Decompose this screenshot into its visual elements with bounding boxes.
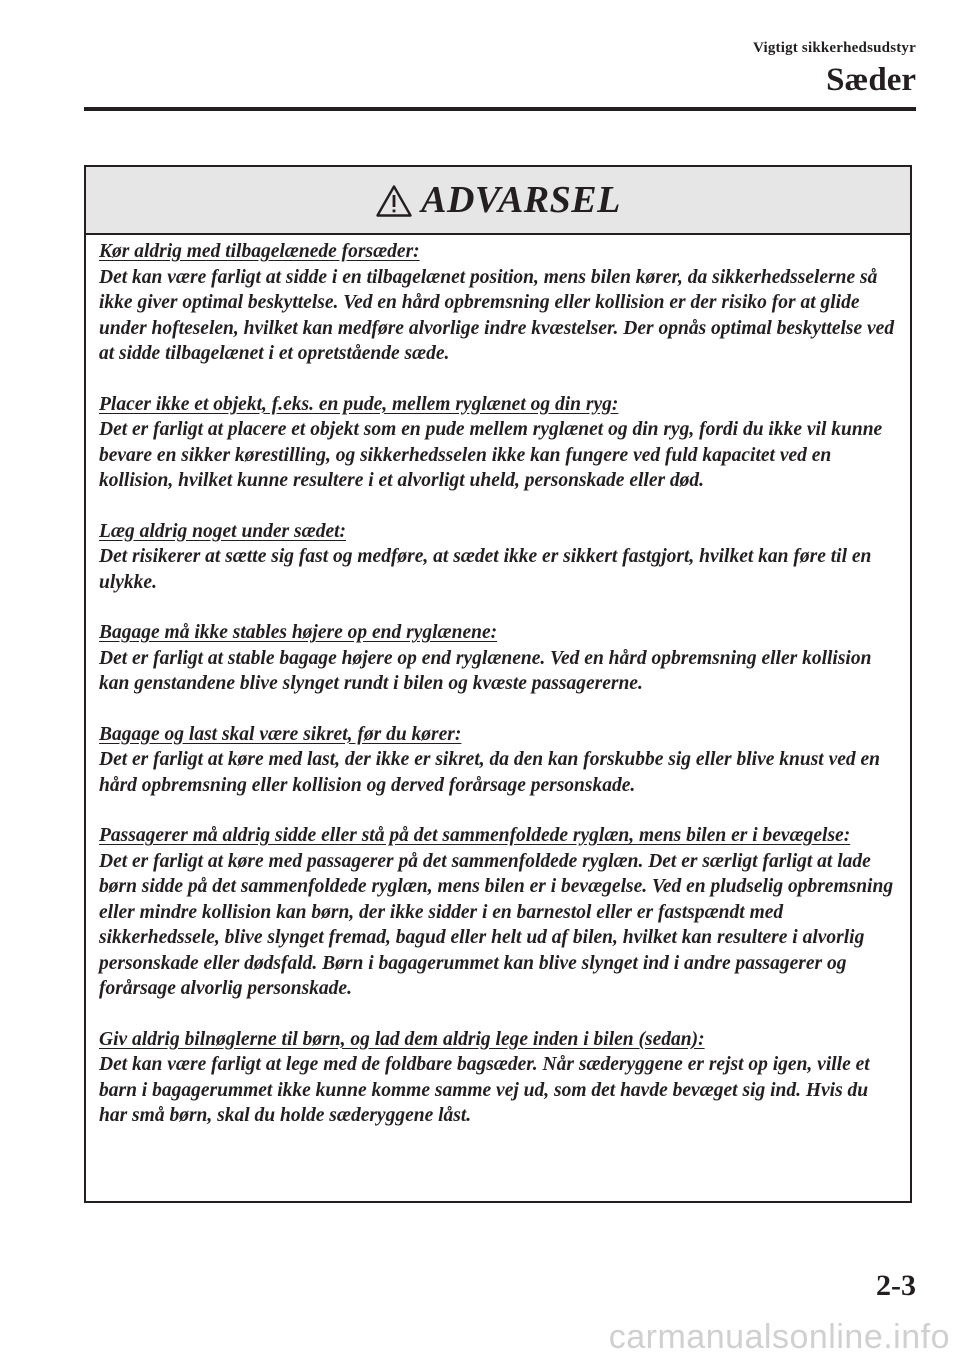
warning-item	[99, 519, 900, 596]
warning-item-heading: Giv aldrig bilnøglerne til børn, og lad dem aldrig lege inden i bilen (sedan):	[99, 1028, 705, 1050]
warning-header	[86, 167, 910, 235]
warning-item-heading: Placer ikke et objekt, f.eks. en pude, mellem ryglænet og din ryg:	[99, 393, 619, 415]
warning-title: ADVARSEL	[421, 179, 621, 221]
warning-item	[99, 823, 900, 1002]
warning-item-heading: Kør aldrig med tilbagelænede forsæder:	[99, 241, 420, 262]
header-rule	[84, 107, 916, 111]
warning-item	[99, 1027, 900, 1129]
warning-item-text: Det kan være farligt at sidde i en tilbagelænet position, mens bilen kører, da sikkerhedsselerne så ikke giver optimal beskyttelse. Ved en hård opbremsning eller kollision er der risiko for at glide under hofteselen, hvilket kan medføre alvorlige indre kvæstelser. Der opnås optimal beskyttelse ved at sidde tilbagelænet i et opretstående sæde.	[99, 266, 895, 364]
warning-item	[99, 392, 900, 494]
warning-body	[86, 235, 910, 1129]
warning-item-text: Det kan være farligt at lege med de foldbare bagsæder. Når sæderyggene er rejst op igen, ville et barn i bagagerummet ikke kunne komme samme vej ud, som det havde bevæget sig ind. Hvis du har små børn, skal du holde sæderyggene låst.	[99, 1054, 870, 1126]
watermark: carmanualsonline.info	[608, 1318, 950, 1356]
section-label: Vigtigt sikkerhedsudstyr	[752, 40, 916, 56]
warning-item-text: Det er farligt at placere et objekt som en pude mellem ryglænet og din ryg, fordi du ikke vil kunne bevare en sikker kørestilling, og sikkerhedsselen ikke kan fungere ved fuld kapacitet ved en kollision, hvilket kunne resultere i et alvorligt uheld, personskade eller død.	[99, 419, 883, 491]
warning-triangle-icon	[375, 184, 413, 218]
warning-item-text: Det er farligt at køre med last, der ikke er sikret, da den kan forskubbe sig eller blive knust ved en hård opbremsning eller kollision og derved forårsage personskade.	[99, 749, 881, 796]
page-title: Sæder	[826, 62, 916, 98]
warning-item	[99, 722, 900, 799]
warning-item-text: Det er farligt at stable bagage højere op end ryglænene. Ved en hård opbremsning eller kollision kan genstandene blive slynget rundt i bilen og kvæste passagererne.	[99, 647, 872, 694]
warning-item-heading: Bagage og last skal være sikret, før du kører:	[99, 723, 462, 745]
page-number: 2-3	[876, 1269, 916, 1302]
warning-item-heading: Passagerer må aldrig sidde eller stå på det sammenfoldede ryglæn, mens bilen er i bevægelse:	[99, 825, 851, 846]
warning-item-text: Det er farligt at køre med passagerer på det sammenfoldede ryglæn. Det er særligt farligt at lade børn sidde på det sammenfoldede ryglæn, mens bilen er i bevægelse. Ved en pludselig opbremsning eller mindre kollision kan børn, der ikke sidder i en barnestol eller er fastspændt med sikkerhedssele, blive slynget fremad, bagud eller helt ud af bilen, hvilket kan resultere i alvorlig personskade eller dødsfald. Børn i bagagerummet kan blive slynget ind i andre passagerer og forårsage alvorlig personskade.	[99, 850, 894, 999]
warning-item-text: Det risikerer at sætte sig fast og medføre, at sædet ikke er sikkert fastgjort, hvilket kan føre til en ulykke.	[99, 546, 872, 593]
warning-item-heading: Bagage må ikke stables højere op end ryglænene:	[99, 622, 498, 643]
warning-item	[99, 620, 900, 697]
warning-box	[84, 165, 912, 1203]
warning-item	[99, 239, 900, 367]
warning-item-heading: Læg aldrig noget under sædet:	[99, 520, 347, 542]
